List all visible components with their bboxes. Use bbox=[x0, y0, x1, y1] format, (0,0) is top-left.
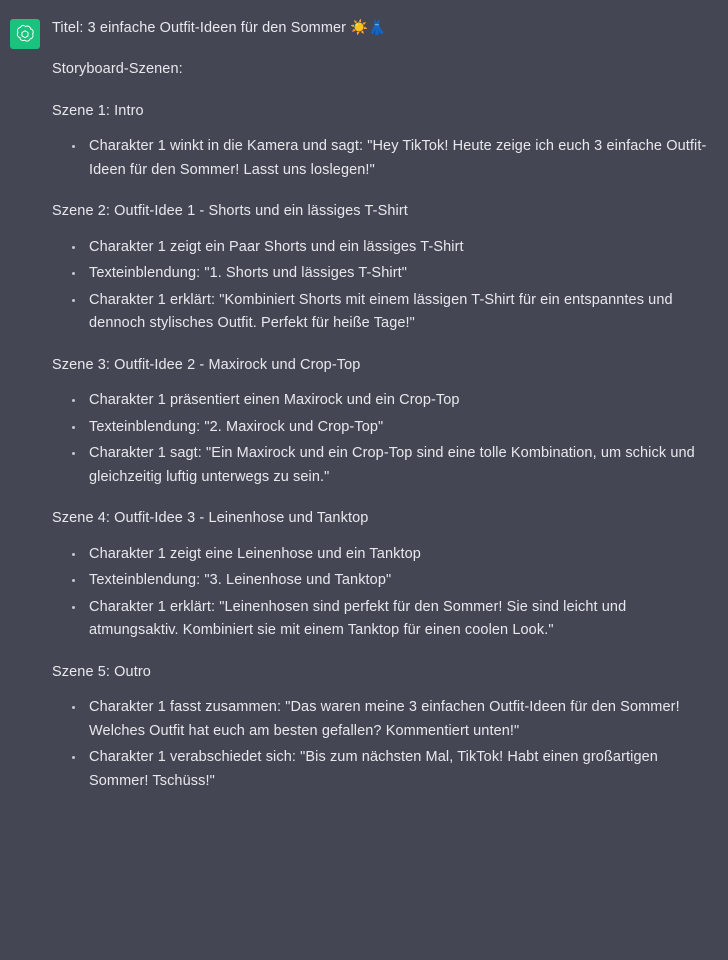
openai-logo-icon bbox=[15, 24, 35, 44]
assistant-avatar bbox=[10, 19, 40, 49]
list-item: Charakter 1 fasst zusammen: "Das waren meine 3 einfachen Outfit-Ideen für den Sommer! Welches Outfit hat euch am besten gefallen? Kommentiert unten!" bbox=[72, 696, 710, 743]
scene-bullets-4 bbox=[52, 543, 710, 643]
list-item: Charakter 1 zeigt ein Paar Shorts und ein lässiges T-Shirt bbox=[72, 236, 710, 259]
list-item: Charakter 1 erklärt: "Leinenhosen sind perfekt für den Sommer! Sie sind leicht und atmungsaktiv. Kombiniert sie mit einem Tanktop für einen coolen Look." bbox=[72, 596, 710, 643]
avatar-column bbox=[10, 14, 52, 49]
scene-bullets-3 bbox=[52, 389, 710, 489]
scene-heading-2: Szene 2: Outfit-Idee 1 - Shorts und ein lässiges T-Shirt bbox=[52, 203, 408, 220]
list-item: Charakter 1 erklärt: "Kombiniert Shorts mit einem lässigen T-Shirt für ein entspanntes und dennoch stylisches Outfit. Perfekt für heiße Tage!" bbox=[72, 289, 710, 336]
scene-heading-3: Szene 3: Outfit-Idee 2 - Maxirock und Crop-Top bbox=[52, 356, 361, 373]
scene-heading-4: Szene 4: Outfit-Idee 3 - Leinenhose und Tanktop bbox=[52, 510, 369, 527]
list-item: Charakter 1 winkt in die Kamera und sagt: "Hey TikTok! Heute zeige ich euch 3 einfache Outfit-Ideen für den Sommer! Lasst uns loslegen!" bbox=[72, 135, 710, 182]
scene-bullets-1 bbox=[52, 135, 710, 182]
message-body bbox=[52, 14, 718, 811]
list-item: Charakter 1 präsentiert einen Maxirock und ein Crop-Top bbox=[72, 389, 710, 412]
list-item: Charakter 1 zeigt eine Leinenhose und ein Tanktop bbox=[72, 543, 710, 566]
title-line: Titel: 3 einfache Outfit-Ideen für den Sommer ☀️👗 bbox=[52, 20, 387, 36]
list-item: Charakter 1 verabschiedet sich: "Bis zum nächsten Mal, TikTok! Habt einen großartigen Sommer! Tschüss!" bbox=[72, 746, 710, 793]
scene-bullets-5 bbox=[52, 696, 710, 793]
storyboard-label: Storyboard-Szenen: bbox=[52, 61, 183, 78]
scene-heading-1: Szene 1: Intro bbox=[52, 102, 144, 119]
list-item: Texteinblendung: "3. Leinenhose und Tanktop" bbox=[72, 569, 710, 592]
list-item: Texteinblendung: "2. Maxirock und Crop-Top" bbox=[72, 416, 710, 439]
scene-bullets-2 bbox=[52, 236, 710, 336]
scene-heading-5: Szene 5: Outro bbox=[52, 663, 151, 680]
list-item: Texteinblendung: "1. Shorts und lässiges T-Shirt" bbox=[72, 262, 710, 285]
list-item: Charakter 1 sagt: "Ein Maxirock und ein Crop-Top sind eine tolle Kombination, um schick und gleichzeitig luftig unterwegs zu sein." bbox=[72, 442, 710, 489]
